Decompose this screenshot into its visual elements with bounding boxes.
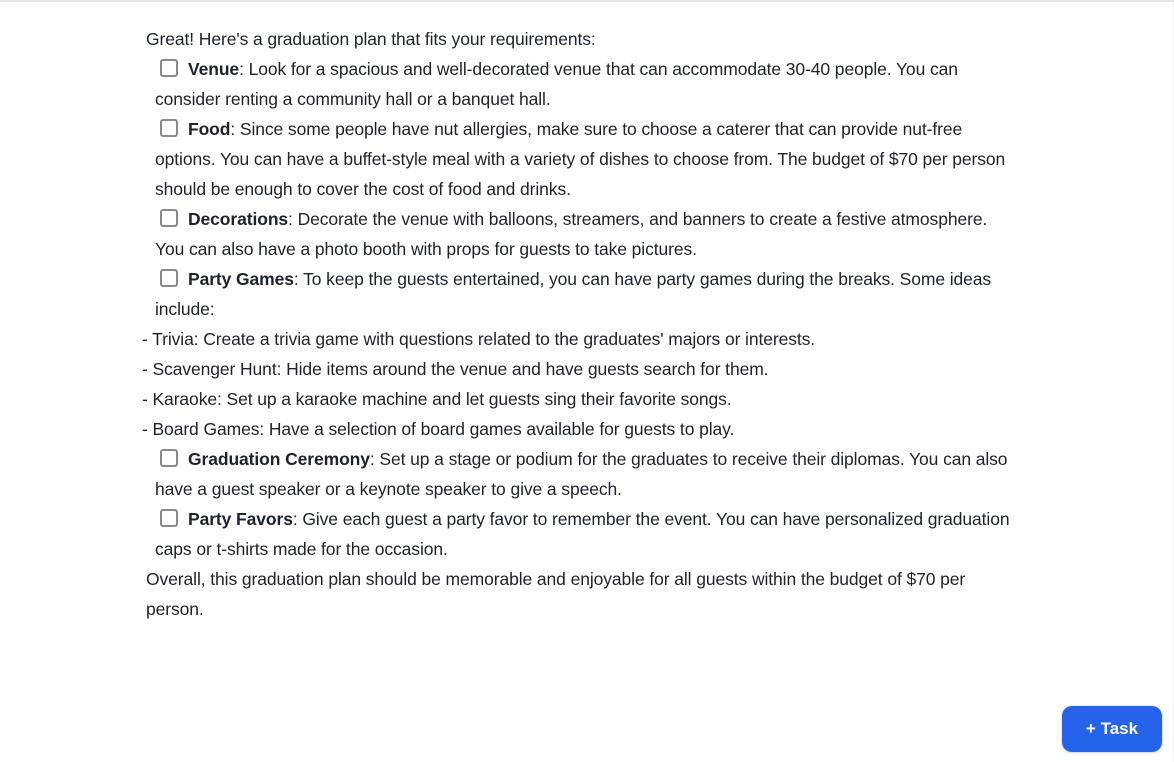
game-idea-scavenger-hunt: - Scavenger Hunt: Hide items around the venue and have guests search for them. (142, 359, 769, 379)
task-label: Party Favors (188, 509, 293, 529)
task-item-decorations (142, 204, 1012, 264)
game-idea-trivia: - Trivia: Create a trivia game with questions related to the graduates' majors or interests. (142, 329, 816, 349)
game-idea-board-games: - Board Games: Have a selection of board games available for guests to play. (142, 419, 735, 439)
task-text: : Look for a spacious and well-decorated venue that can accommodate 30-40 people. You can consider renting a community hall or a banquet hall. (155, 59, 958, 109)
task-label: Party Games (188, 269, 294, 289)
task-label: Graduation Ceremony (188, 449, 370, 469)
task-item-party-favors (142, 504, 1012, 564)
task-text: : Set up a stage or podium for the graduates to receive their diplomas. You can also have a guest speaker or a keynote speaker to give a speech. (155, 449, 1008, 499)
task-checkbox-venue[interactable] (160, 59, 178, 77)
task-label: Food (188, 119, 231, 139)
task-label: Venue (188, 59, 240, 79)
task-checkbox-party-favors[interactable] (160, 509, 178, 527)
add-task-button[interactable]: + Task (1062, 706, 1162, 752)
task-text: : To keep the guests entertained, you can have party games during the breaks. Some ideas include: (155, 269, 992, 319)
task-checkbox-food[interactable] (160, 119, 178, 137)
game-idea-karaoke: - Karaoke: Set up a karaoke machine and let guests sing their favorite songs. (142, 389, 732, 409)
task-checkbox-graduation-ceremony[interactable] (160, 449, 178, 467)
task-item-party-games (142, 264, 1012, 324)
task-item-venue (142, 54, 1012, 114)
task-text: : Since some people have nut allergies, make sure to choose a caterer that can provide nut-free options. You can have a buffet-style meal with a variety of dishes to choose from. The budget of $70 per person should be enough to cover the cost of food and drinks. (155, 119, 1006, 199)
task-checkbox-party-games[interactable] (160, 269, 178, 287)
task-text: : Decorate the venue with balloons, streamers, and banners to create a festive atmosphere. You can also have a photo booth with props for guests to take pictures. (155, 209, 988, 259)
task-text: : Give each guest a party favor to remember the event. You can have personalized graduation caps or t-shirts made for the occasion. (155, 509, 1010, 559)
task-item-food (142, 114, 1012, 204)
task-item-graduation-ceremony (142, 444, 1012, 504)
assistant-message (142, 24, 1012, 624)
task-label: Decorations (188, 209, 289, 229)
intro-text: Great! Here's a graduation plan that fits your requirements: (146, 29, 596, 49)
task-checkbox-decorations[interactable] (160, 209, 178, 227)
outro-text: Overall, this graduation plan should be memorable and enjoyable for all guests within the budget of $70 per person. (146, 569, 966, 619)
